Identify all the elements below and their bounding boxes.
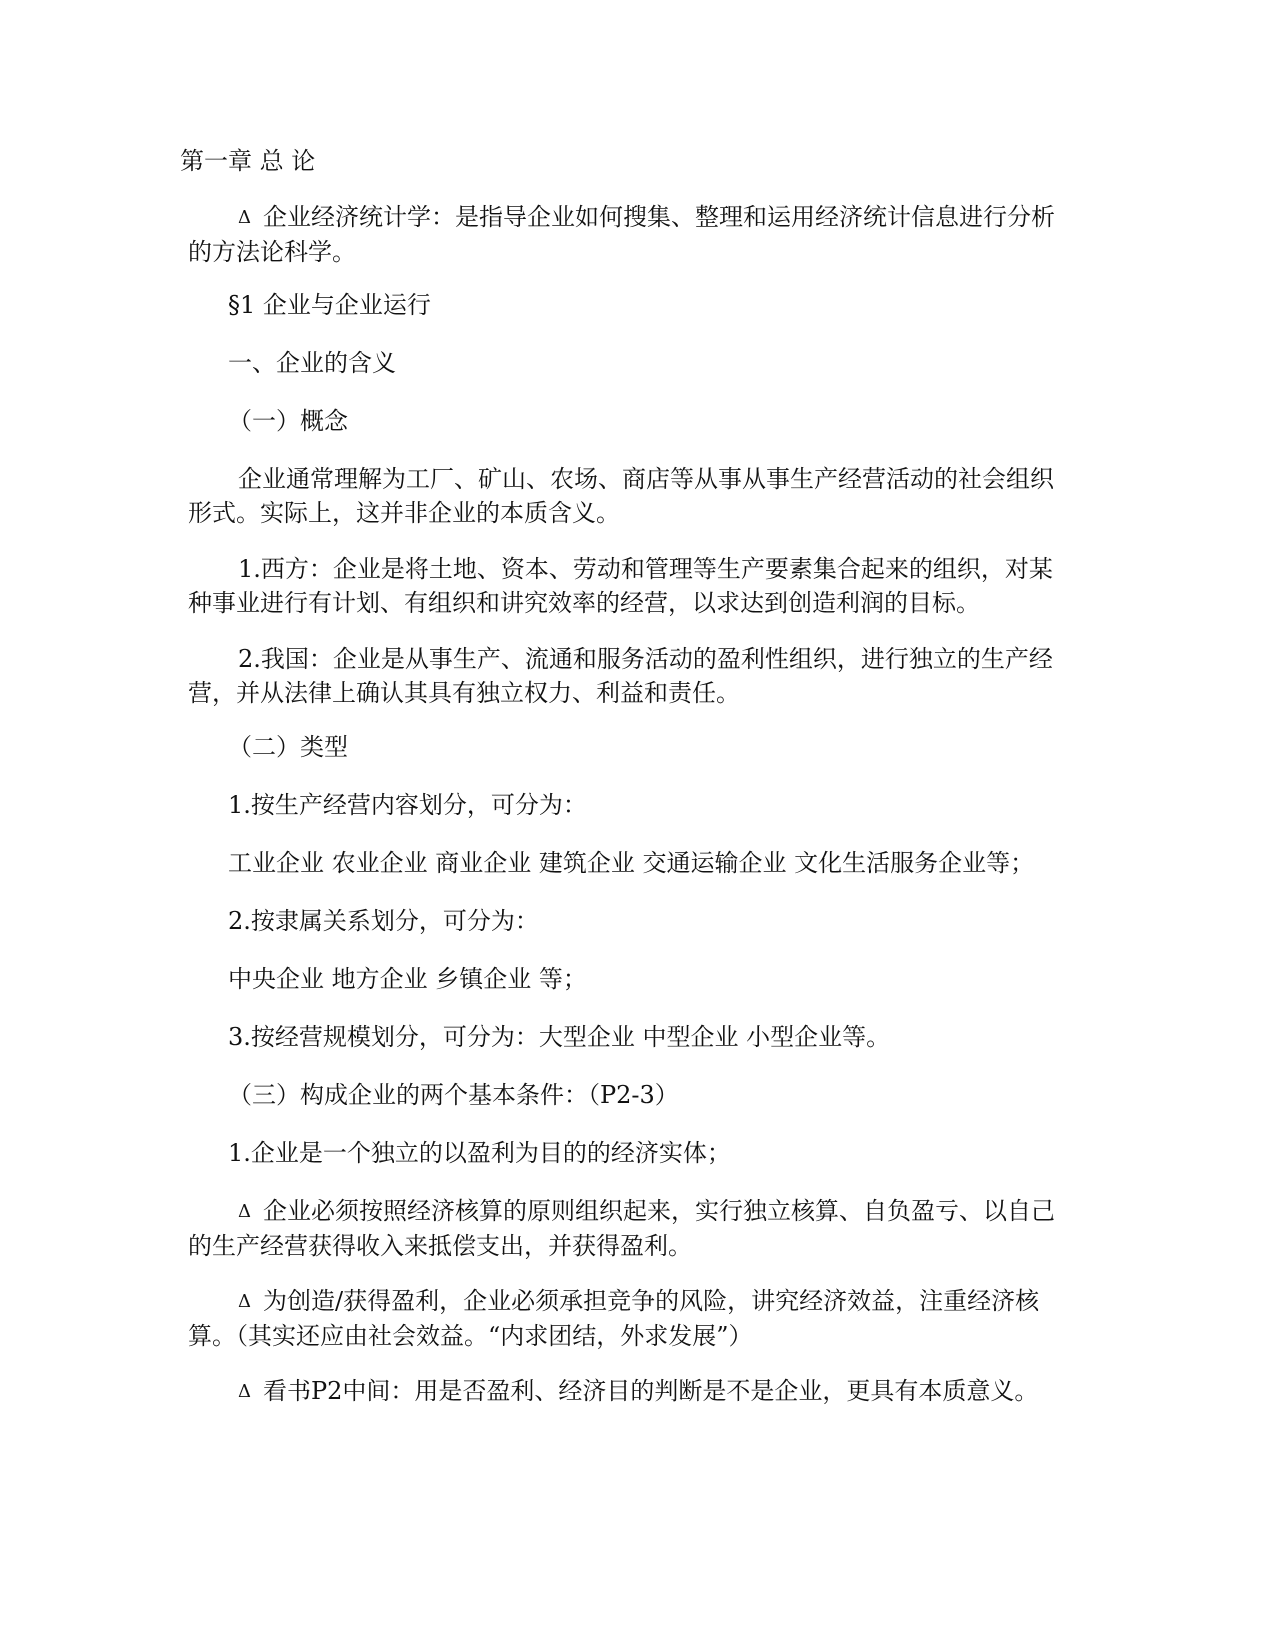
china-line-2: 营，并从法律上确认其具有独立权力、利益和责任。	[188, 679, 740, 707]
general-line-2: 形式。实际上，这并非企业的本质含义。	[188, 499, 620, 527]
west-line-2: 种事业进行有计划、有组织和讲究效率的经营，以求达到创造利润的目标。	[188, 589, 980, 617]
note-1-line-2: 的生产经营获得收入来抵偿支出，并获得盈利。	[188, 1232, 692, 1260]
definition-paragraph	[188, 200, 1088, 269]
triangle-icon: Δ	[238, 207, 251, 228]
condition-1: 1.企业是一个独立的以盈利为目的的经济实体；	[228, 1139, 731, 1167]
west-paragraph	[188, 552, 1088, 620]
type-2-list: 中央企业 地方企业 乡镇企业 等；	[228, 965, 587, 993]
general-line-1: 企业通常理解为工厂、矿山、农场、商店等从事从事生产经营活动的社会组织	[238, 465, 1054, 493]
west-line-1: 1.西方：企业是将土地、资本、劳动和管理等生产要素集合起来的组织，对某	[238, 555, 1053, 583]
note-1-line-1: 企业必须按照经济核算的原则组织起来，实行独立核算、自负盈亏、以自己	[263, 1197, 1055, 1225]
note-1-paragraph	[188, 1194, 1088, 1263]
china-line-1: 2.我国：企业是从事生产、流通和服务活动的盈利性组织，进行独立的生产经	[238, 645, 1053, 673]
triangle-icon: Δ	[238, 1381, 251, 1402]
type-3-line: 3.按经营规模划分，可分为：大型企业 中型企业 小型企业等。	[228, 1023, 891, 1051]
note-3-line-1: 看书P2中间：用是否盈利、经济目的判断是不是企业，更具有本质意义。	[263, 1377, 1039, 1405]
triangle-icon: Δ	[238, 1291, 251, 1312]
subheading-concept: （一）概念	[228, 407, 348, 435]
type-2-heading: 2.按隶属关系划分，可分为：	[228, 907, 539, 935]
definition-line-1: 企业经济统计学：是指导企业如何搜集、整理和运用经济统计信息进行分析	[263, 203, 1055, 231]
triangle-icon: Δ	[238, 1201, 251, 1222]
definition-line-2: 的方法论科学。	[188, 238, 356, 266]
subheading-meaning: 一、企业的含义	[228, 349, 396, 377]
type-1-heading: 1.按生产经营内容划分，可分为：	[228, 791, 587, 819]
note-2-paragraph	[188, 1284, 1088, 1353]
china-paragraph	[188, 642, 1088, 710]
chapter-title: 第一章 总 论	[180, 147, 316, 175]
note-3-paragraph	[188, 1374, 1088, 1409]
note-2-line-2: 算。（其实还应由社会效益。“内求团结，外求发展”）	[188, 1322, 753, 1350]
subheading-types: （二）类型	[228, 733, 348, 761]
note-2-line-1: 为创造/获得盈利，企业必须承担竞争的风险，讲究经济效益，注重经济核	[263, 1287, 1040, 1315]
type-1-list: 工业企业 农业企业 商业企业 建筑企业 交通运输企业 文化生活服务企业等；	[228, 849, 1035, 877]
section-heading: §1 企业与企业运行	[228, 291, 431, 319]
general-paragraph	[188, 462, 1088, 530]
subheading-conditions: （三）构成企业的两个基本条件：（P2-3）	[228, 1081, 679, 1109]
